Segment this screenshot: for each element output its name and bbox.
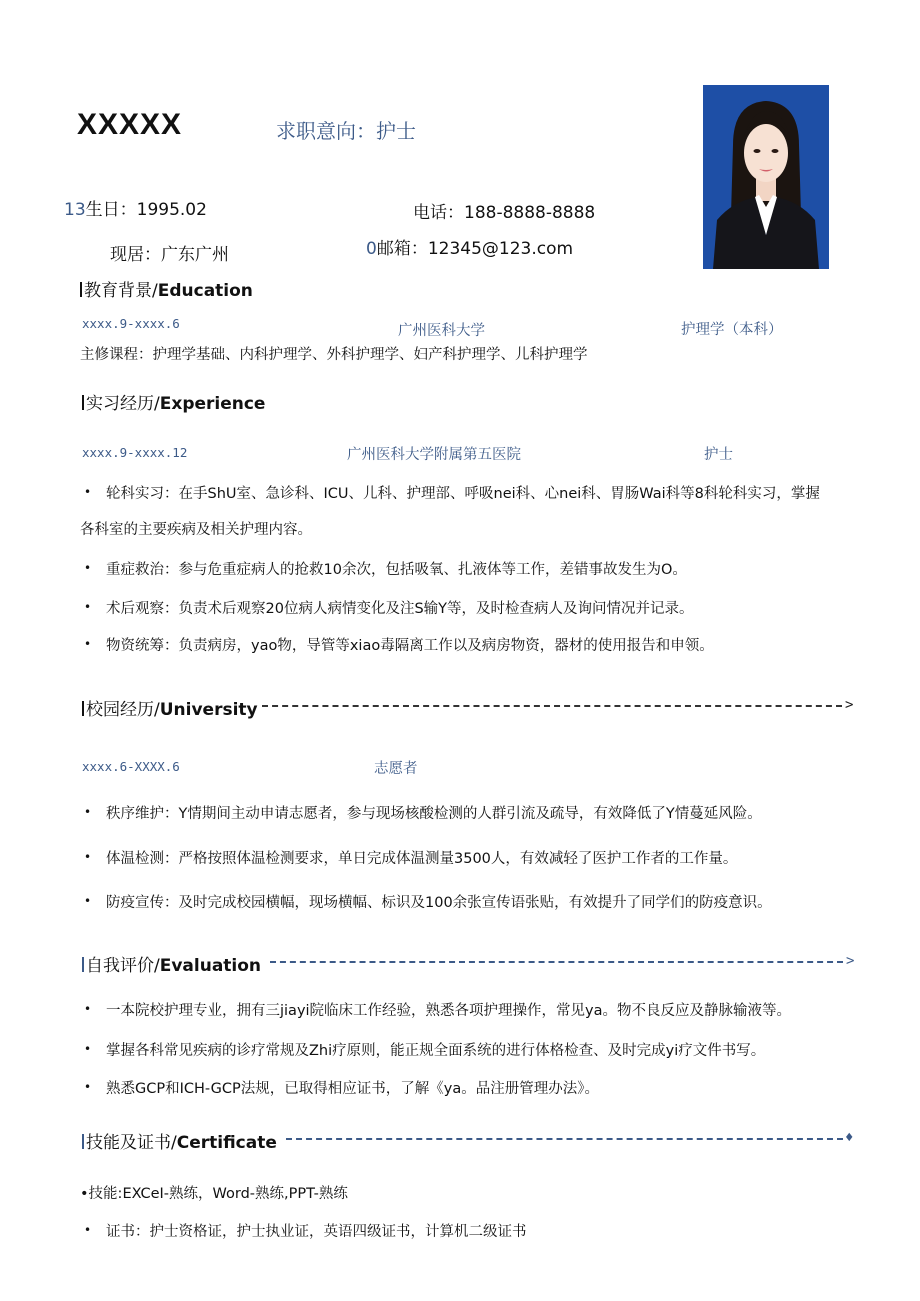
bullet: • [84, 805, 92, 819]
bullet: • [84, 850, 92, 864]
profile-photo [703, 85, 829, 269]
bullet: • [84, 561, 92, 575]
arrow-icon: > [845, 697, 854, 713]
section-marker [82, 957, 84, 972]
section-divider [262, 705, 842, 707]
birth-prefix: 13 [64, 200, 86, 220]
bullet: • [84, 600, 92, 614]
list-item: 体温检测：严格按照体温检测要求，单日完成体温测量3500人，有效减轻了医护工作者的工作量。 [106, 851, 738, 867]
list-item: 防疫宣传：及时完成校园横幅，现场横幅、标识及100余张宣传语张贴，有效提升了同学们的防疫意识。 [106, 895, 772, 911]
section-marker [82, 701, 84, 716]
bullet: • [84, 1002, 92, 1016]
bullet: • [84, 1080, 92, 1094]
section-divider [270, 961, 843, 963]
internship-org: 广州医科大学附属第五医院 [347, 447, 521, 463]
campus-role: 志愿者 [374, 761, 418, 777]
section-marker [80, 282, 82, 297]
email-prefix: 0 [366, 239, 377, 259]
list-item: 术后观察：负责术后观察20位病人病情变化及注S输Y等，及时检查病人及询问情况并记录。 [106, 601, 694, 617]
education-courses: 主修课程：护理学基础、内科护理学、外科护理学、妇产科护理学、儿科护理学 [80, 347, 588, 363]
list-item: 重症救治：参与危重症病人的抢救10余次，包括吸氧、扎液体等工作，差错事故发生为O。 [106, 562, 687, 578]
bullet: • [84, 637, 92, 651]
email-field [366, 234, 573, 259]
bullet: • [84, 1042, 92, 1056]
list-item: 轮科实习：在手ShU室、急诊科、ICU、儿科、护理部、呼吸nei科、心nei科、胃肠Wai科等8科轮科实习，掌握 [106, 486, 820, 502]
list-item: 掌握各科常见疾病的诊疗常规及Zhi疗原则，能正规全面系统的进行体格检查、及时完成yi疗文件书写。 [106, 1043, 766, 1059]
education-major: 护理学（本科） [681, 322, 783, 338]
certificates-line: 证书：护士资格证，护士执业证，英语四级证书，计算机二级证书 [106, 1224, 527, 1240]
section-marker [82, 395, 84, 410]
arrow-icon: > [846, 953, 855, 969]
candidate-name: XXXXX [77, 108, 183, 141]
phone-field: 电话：188-8888-8888 [413, 203, 596, 223]
bullet: • [84, 1223, 92, 1237]
section-divider [286, 1138, 843, 1140]
campus-date: xxxx.6-XXXX.6 [82, 759, 180, 774]
education-school: 广州医科大学 [398, 323, 485, 339]
email-value: 邮箱：12345@123.com [376, 239, 574, 259]
list-item: 物资统筹：负责病房，yao物，导管等xiao毒隔离工作以及病房物资，器材的使用报告和申领。 [106, 638, 714, 654]
section-title-certificate: 技能及证书/Certificate [82, 1128, 277, 1153]
diamond-icon: ♦ [845, 1130, 854, 1146]
list-item: 熟悉GCP和ICH-GCP法规，已取得相应证书，了解《ya。品注册管理办法》。 [106, 1081, 599, 1097]
section-marker [82, 1134, 84, 1149]
residence-field: 现居：广东广州 [110, 245, 229, 265]
bullet: • [84, 894, 92, 908]
skills-line: •技能:EXCeI-熟练，Word-熟练,PPT-熟练 [80, 1186, 348, 1202]
birth-value: 生日：1995.02 [85, 200, 207, 220]
birth-field [64, 195, 207, 220]
section-title-evaluation: 自我评价/Evaluation [82, 951, 261, 976]
list-item-continuation: 各科室的主要疾病及相关护理内容。 [80, 522, 312, 538]
section-title-university: 校园经历/University [82, 695, 258, 720]
education-date: xxxx.9-xxxx.6 [82, 316, 180, 331]
section-title-experience: 实习经历/Experience [82, 389, 265, 414]
section-title-education: 教育背景/Education [80, 276, 253, 301]
list-item: 一本院校护理专业，拥有三jiayi院临床工作经验，熟悉各项护理操作，常见ya。物不良反应及静脉输液等。 [106, 1003, 792, 1019]
job-intent: 求职意向：护士 [276, 119, 416, 143]
internship-role: 护士 [704, 447, 733, 463]
internship-date: xxxx.9-xxxx.12 [82, 445, 188, 460]
bullet: • [84, 485, 92, 499]
list-item: 秩序维护：Y情期间主动申请志愿者，参与现场核酸检测的人群引流及疏导，有效降低了Y情蔓延风险。 [106, 806, 762, 822]
